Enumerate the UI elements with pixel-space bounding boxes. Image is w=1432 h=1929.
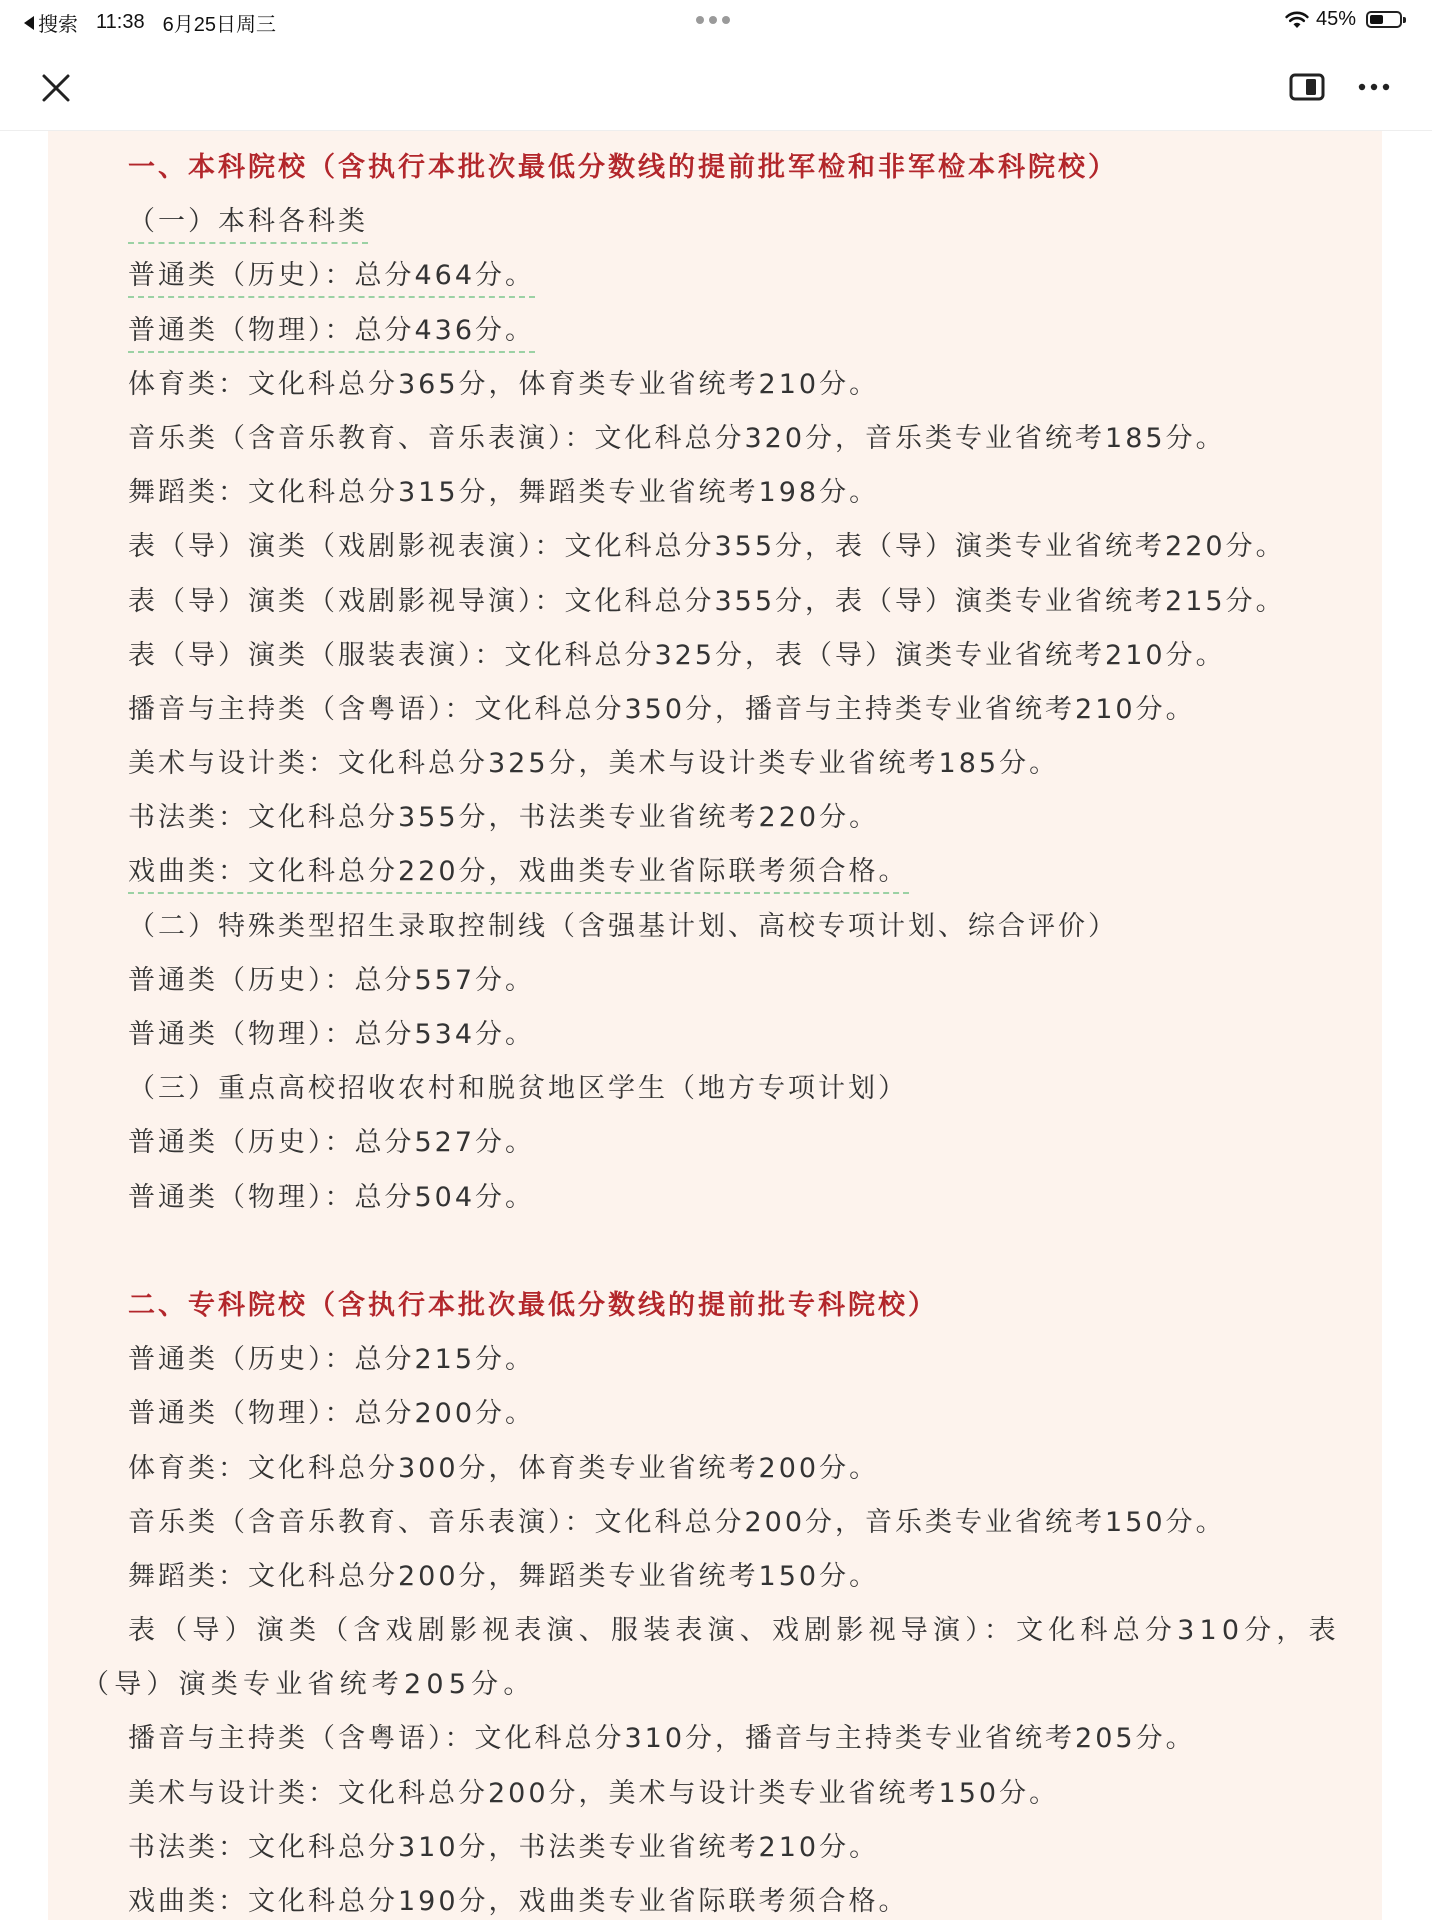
battery-level	[1370, 15, 1383, 24]
list-item-text: 戏曲类：文化科总分220分，戏曲类专业省际联考须合格。	[128, 852, 909, 894]
list-item: 播音与主持类（含粤语）：文化科总分310分，播音与主持类专业省统考205分。	[128, 1723, 1196, 1755]
status-left	[24, 8, 276, 37]
list-item: 播音与主持类（含粤语）：文化科总分350分，播音与主持类专业省统考210分。	[128, 693, 1196, 725]
list-item: 书法类：文化科总分310分，书法类专业省统考210分。	[128, 1831, 880, 1863]
list-item: 音乐类（含音乐教育、音乐表演）：文化科总分200分，音乐类专业省统考150分。	[128, 1506, 1226, 1538]
multitasking-dots-icon[interactable]	[696, 16, 730, 24]
list-item: 普通类（物理）：总分504分。	[128, 1181, 536, 1213]
sub3-title: （三）重点高校招收农村和脱贫地区学生（地方专项计划）	[128, 1073, 908, 1105]
sub1-title: （一）本科各科类	[128, 202, 368, 244]
list-item: 书法类：文化科总分355分，书法类专业省统考220分。	[128, 802, 880, 834]
list-item: 表（导）演类（服装表演）：文化科总分325分，表（导）演类专业省统考210分。	[128, 639, 1226, 671]
list-item: 普通类（物理）：总分534分。	[128, 1019, 536, 1050]
list-item: 表（导）演类（戏剧影视导演）：文化科总分355分，表（导）演类专业省统考215分。	[128, 585, 1286, 617]
wifi-icon	[1284, 10, 1310, 30]
list-item-wrapped: 表（导）演类（含戏剧影视表演、服装表演、戏剧影视导演）：文化科总分310分，表（导）演类专业省统考205分。	[82, 1615, 1341, 1701]
reader-view-button[interactable]	[1288, 70, 1326, 104]
nav-bar	[0, 42, 1432, 131]
list-item: 普通类（历史）：总分527分。	[128, 1127, 536, 1159]
back-to-app-link[interactable]	[24, 8, 78, 37]
list-item: 美术与设计类：文化科总分325分，美术与设计类专业省统考185分。	[128, 748, 1060, 780]
list-item: 舞蹈类：文化科总分315分，舞蹈类专业省统考198分。	[128, 477, 880, 509]
article-content	[82, 141, 1362, 1929]
list-item: 美术与设计类：文化科总分200分，美术与设计类专业省统考150分。	[128, 1777, 1060, 1809]
list-item: 音乐类（含音乐教育、音乐表演）：文化科总分320分，音乐类专业省统考185分。	[128, 422, 1226, 454]
sub2-title: （二）特殊类型招生录取控制线（含强基计划、高校专项计划、综合评价）	[128, 910, 1118, 942]
back-app-label: 搜索	[38, 14, 78, 36]
status-right	[1284, 8, 1402, 31]
list-item: 体育类：文化科总分300分，体育类专业省统考200分。	[128, 1452, 880, 1484]
status-bar	[0, 0, 1432, 42]
list-item-text: 普通类（历史）：总分464分。	[128, 256, 535, 298]
more-options-button[interactable]	[1354, 70, 1394, 104]
section2-heading: 二、专科院校（含执行本批次最低分数线的提前批专科院校）	[128, 1289, 938, 1321]
reader-view-icon	[1288, 70, 1326, 104]
status-date: 6月25日周三	[162, 14, 276, 36]
list-item: 普通类（历史）：总分557分。	[128, 964, 536, 996]
list-item	[128, 249, 1362, 303]
close-button[interactable]	[38, 70, 74, 106]
close-icon	[38, 70, 74, 106]
battery-icon	[1366, 11, 1402, 28]
list-item: 舞蹈类：文化科总分200分，舞蹈类专业省统考150分。	[128, 1560, 880, 1592]
list-item	[128, 304, 1362, 358]
more-icon	[1354, 70, 1394, 104]
list-item	[128, 845, 1362, 899]
status-time: 11:38	[96, 11, 145, 33]
list-item: 普通类（物理）：总分200分。	[128, 1398, 536, 1430]
list-item: 戏曲类：文化科总分190分，戏曲类专业省际联考须合格。	[128, 1886, 909, 1918]
list-item: 普通类（历史）：总分215分。	[128, 1344, 536, 1376]
article-card	[48, 131, 1382, 1920]
list-item: 体育类：文化科总分365分，体育类专业省统考210分。	[128, 368, 880, 400]
section-spacer	[128, 1225, 1362, 1279]
back-triangle-icon	[24, 16, 34, 30]
list-item-text: 普通类（物理）：总分436分。	[128, 311, 535, 353]
list-item: 表（导）演类（戏剧影视表演）：文化科总分355分，表（导）演类专业省统考220分。	[128, 531, 1286, 563]
section1-heading: 一、本科院校（含执行本批次最低分数线的提前批军检和非军检本科院校）	[128, 152, 1118, 183]
sub1-title-row	[128, 195, 1362, 249]
battery-percent: 45%	[1315, 8, 1356, 30]
